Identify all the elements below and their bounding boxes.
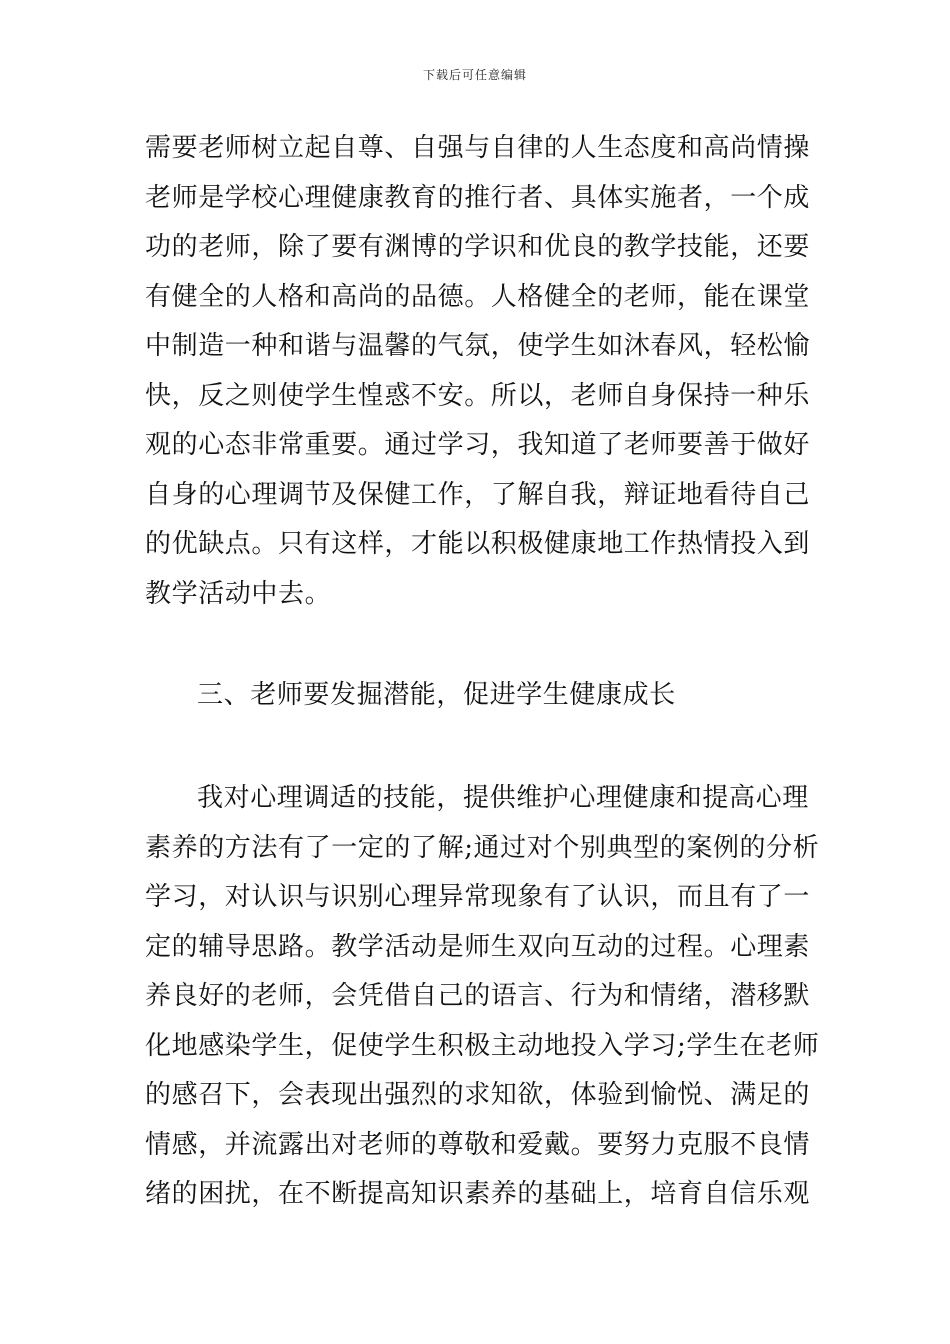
text-line: 快，反之则使学生惶惑不安。所以，老师自身保持一种乐 — [145, 380, 811, 411]
section-heading — [145, 671, 810, 721]
text-line: 有健全的人格和高尚的品德。人格健全的老师，能在课堂 — [145, 281, 811, 312]
text-line: 需要老师树立起自尊、自强与自律的人生态度和高尚情操 — [145, 133, 811, 163]
text-line: 教学活动中去。 — [145, 578, 332, 609]
text-line: 的优缺点。只有这样，才能以积极健康地工作热情投入到 — [145, 529, 811, 559]
text-line: 中制造一种和谐与温馨的气氛，使学生如沐春风，轻松愉 — [145, 331, 811, 361]
text-line: 素养的方法有了一定的了解;通过对个别典型的案例的分析 — [145, 832, 820, 863]
text-line: 化地感染学生，促使学生积极主动地投入学习;学生在老师 — [145, 1030, 820, 1061]
paragraph-teacher-attitude — [145, 124, 810, 619]
text-line: 功的老师，除了要有渊博的学识和优良的教学技能，还要 — [145, 232, 811, 262]
text-line: 养良好的老师，会凭借自己的语言、行为和情绪，潜移默 — [145, 981, 811, 1011]
text-line: 的感召下，会表现出强烈的求知欲，体验到愉悦、满足的 — [145, 1080, 811, 1110]
text-line: 情感，并流露出对老师的尊敬和爱戴。要努力克服不良情 — [145, 1129, 811, 1160]
text-line: 自身的心理调节及保健工作，了解自我，辩证地看待自己 — [145, 479, 811, 510]
page-header: 下载后可任意编辑 — [422, 68, 527, 82]
text-line: 观的心态非常重要。通过学习，我知道了老师要善于做好 — [145, 430, 811, 460]
text-line: 学习，对认识与识别心理异常现象有了认识，而且有了一 — [145, 882, 811, 912]
paragraph-potential — [145, 774, 820, 1220]
text-line: 绪的困扰，在不断提高知识素养的基础上，培育自信乐观 — [145, 1179, 811, 1209]
text-line: 定的辅导思路。教学活动是师生双向互动的过程。心理素 — [145, 931, 811, 962]
text-line: 老师是学校心理健康教育的推行者、具体实施者，一个成 — [145, 182, 811, 213]
section-heading-text: 三、老师要发掘潜能，促进学生健康成长 — [197, 680, 676, 710]
text-line: 我对心理调适的技能，提供维护心理健康和提高心理 — [197, 783, 809, 813]
